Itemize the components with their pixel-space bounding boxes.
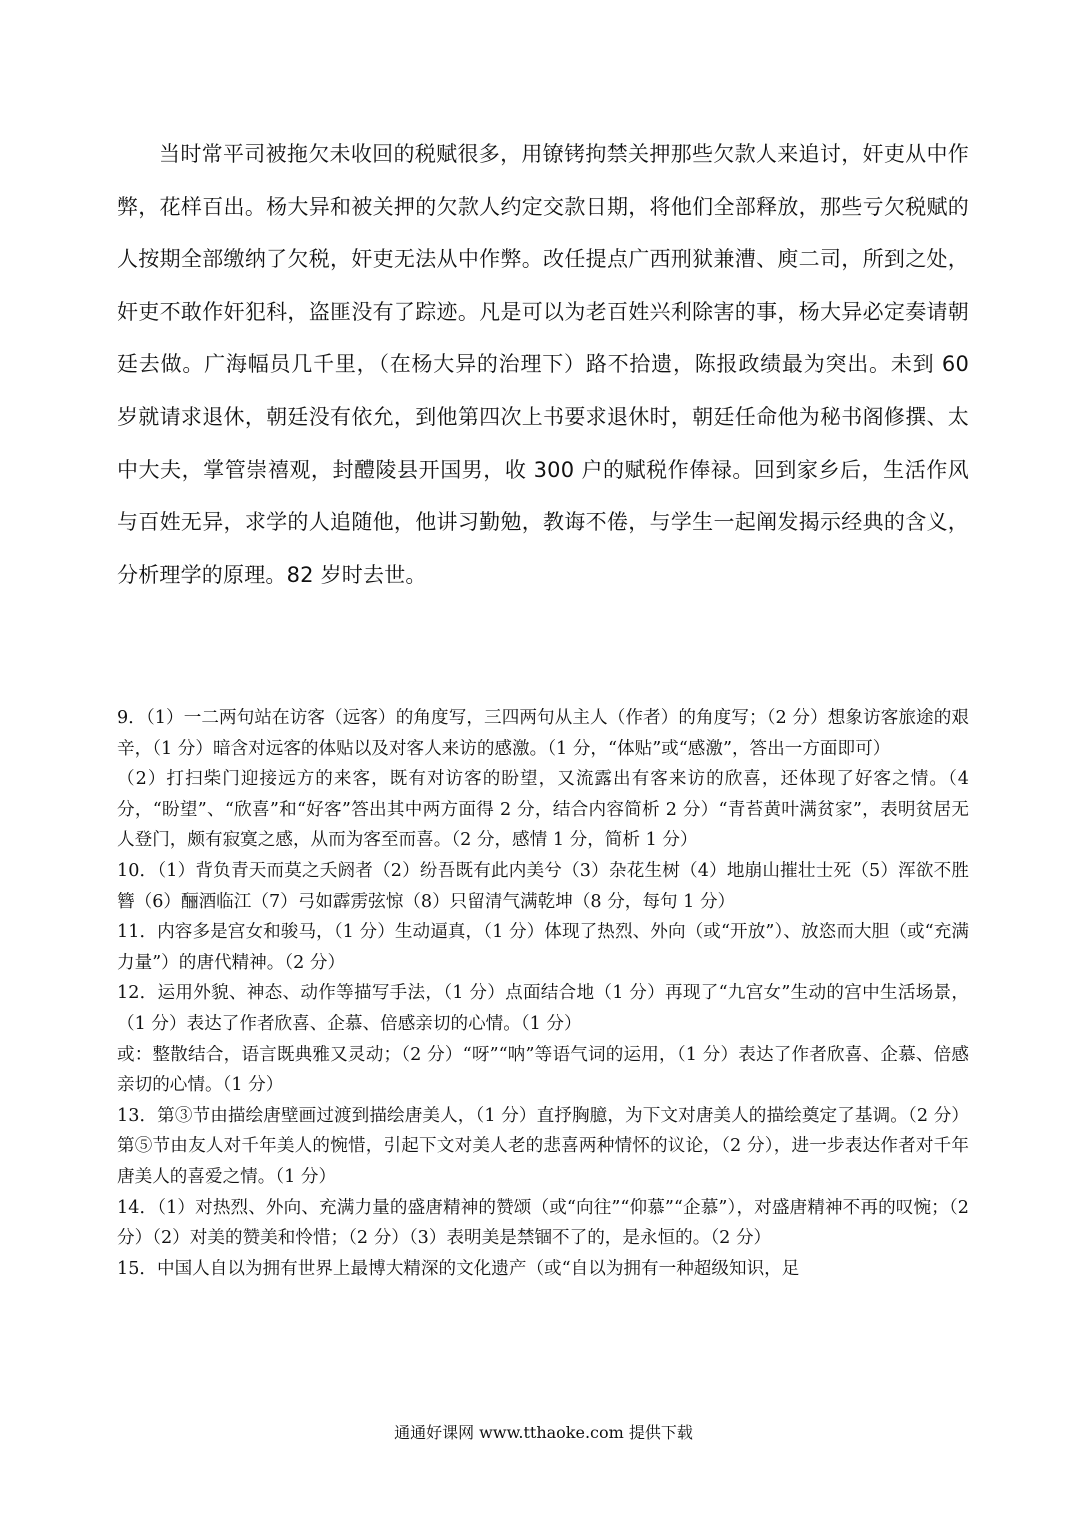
answer-11: 11．内容多是宫女和骏马，（1 分）生动逼真，（1 分）体现了热烈、外向（或“开放”）、放恣而大胆（或“充满力量”）的唐代精神。（2 分） xyxy=(117,922,969,973)
translation-section xyxy=(117,128,969,601)
answer-10: 10．（1）背负青天而莫之夭阏者（2）纷吾既有此内美兮（3）杂花生树（4）地崩山摧壮士死（5）浑欲不胜簪（6）酾酒临江（7）弓如霹雳弦惊（8）只留清气满乾坤（8 分，每句 1 分） xyxy=(117,860,969,912)
answer-15: 15．中国人自以为拥有世界上最博大精深的文化遗产（或“自以为拥有一种超级知识，足 xyxy=(117,1258,800,1279)
answer-9-1: 9．（1）一二两句站在访客（远客）的角度写，三四两句从主人（作者）的角度写；（2 分）想象访客旅途的艰辛，（1 分）暗含对远客的体贴以及对客人来访的感激。（1 分，“体贴”或“感激”，答出一方面即可） xyxy=(117,708,969,759)
page-footer: 通通好课网 www.tthaoke.com 提供下载 xyxy=(394,1423,693,1442)
answer-key xyxy=(117,703,969,1284)
answer-12: 12．运用外貌、神态、动作等描写手法，（1 分）点面结合地（1 分）再现了“九宫女”生动的宫中生活场景，（1 分）表达了作者欣喜、企慕、倍感亲切的心情。（1 分） xyxy=(117,983,969,1034)
answer-13: 13．第③节由描绘唐壁画过渡到描绘唐美人，（1 分）直抒胸臆，为下文对唐美人的描绘奠定了基调。（2 分）第⑤节由友人对千年美人的惋惜，引起下文对美人老的悲喜两种情怀的议论，（2 分），进一步表达作者对千年唐美人的喜爱之情。（1 分） xyxy=(117,1105,969,1187)
answer-9-2: （2）打扫柴门迎接远方的来客，既有对访客的盼望，又流露出有客来访的欣喜，还体现了好客之情。（4 分，“盼望”、“欣喜”和“好客”答出其中两方面得 2 分，结合内容简析 2 分）“青苔黄叶满贫家”，表明贫居无人登门，颇有寂寞之感，从而为客至而喜。（2 分，感情 1 分，简析 1 分） xyxy=(117,769,969,851)
translation-paragraph: 当时常平司被拖欠未收回的税赋很多，用镣铐拘禁关押那些欠款人来追讨，奸吏从中作弊，花样百出。杨大异和被关押的欠款人约定交款日期，将他们全部释放，那些亏欠税赋的人按期全部缴纳了欠税，奸吏无法从中作弊。改任提点广西刑狱兼漕、庾二司，所到之处，奸吏不敢作奸犯科，盗匪没有了踪迹。凡是可以为老百姓兴利除害的事，杨大异必定奏请朝廷去做。广海幅员几千里，（在杨大异的治理下）路不拾遗，陈报政绩最为突出。未到 60 岁就请求退休，朝廷没有依允，到他第四次上书要求退休时，朝廷任命他为秘书阁修撰、太中大夫，掌管崇禧观，封醴陵县开国男，收 300 户的赋税作俸禄。回到家乡后，生活作风与百姓无异，求学的人追随他，他讲习勤勉，教诲不倦，与学生一起阐发揭示经典的含义，分析理学的原理。82 岁时去世。 xyxy=(117,142,969,587)
answer-12-alt: 或：整散结合，语言既典雅又灵动；（2 分）“呀”“呐”等语气词的运用，（1 分）表达了作者欣喜、企慕、倍感亲切的心情。（1 分） xyxy=(117,1044,969,1096)
answer-14: 14．（1）对热烈、外向、充满力量的盛唐精神的赞颂（或“向往”“仰慕”“企慕”），对盛唐精神不再的叹惋；（2 分）（2）对美的赞美和怜惜；（2 分）（3）表明美是禁锢不了的，是永恒的。（2 分） xyxy=(117,1197,969,1249)
